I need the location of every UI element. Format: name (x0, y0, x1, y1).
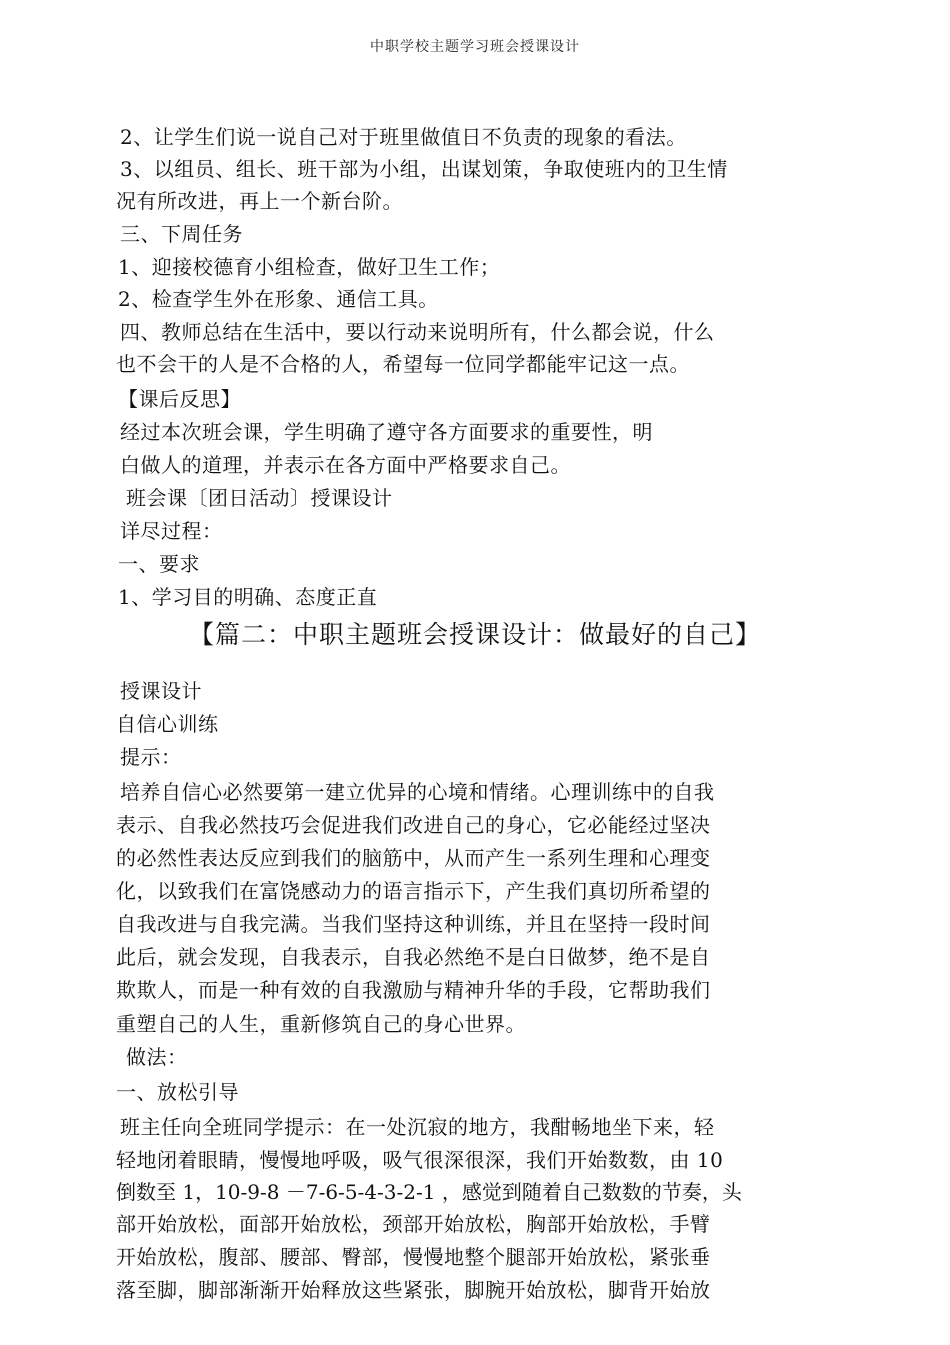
text-line: 培养自信心必然要第一建立优异的心境和情绪。心理训练中的自我 (120, 780, 715, 804)
text-line: 落至脚，脚部渐渐开始释放这些紧张，脚腕开始放松，脚背开始放 (116, 1278, 711, 1302)
text-line: 四、教师总结在生活中，要以行动来说明所有，什么都会说，什么 (120, 320, 715, 344)
text-line: 1、迎接校德育小组检查，做好卫生工作； (118, 255, 501, 279)
section-heading: 一、要求 (118, 552, 200, 576)
text-line: 班会课〔团日活动〕授课设计 (126, 486, 393, 510)
text-line: 1、学习目的明确、态度正直 (118, 585, 378, 609)
text-line: 2、检查学生外在形象、通信工具。 (118, 287, 439, 311)
text-line: 化，以致我们在富饶感动力的语言指示下，产生我们真切所希望的 (116, 879, 711, 903)
section-heading: 做法： (126, 1045, 188, 1069)
text-line: 班主任向全班同学提示：在一处沉寂的地方，我酣畅地坐下来，轻 (120, 1115, 715, 1139)
text-line: 3、以组员、组长、班干部为小组，出谋划策，争取使班内的卫生情 (120, 157, 728, 181)
text-line: 轻地闭着眼睛，慢慢地呼吸，吸气很深很深，我们开始数数，由 10 (116, 1148, 724, 1172)
text-line: 开始放松，腹部、腰部、臀部，慢慢地整个腿部开始放松，紧张垂 (116, 1245, 711, 1269)
text-line: 提示： (120, 745, 182, 769)
text-line: 白做人的道理，并表示在各方面中严格要求自己。 (120, 453, 571, 477)
text-line: 的必然性表达反应到我们的脑筋中，从而产生一系列生理和心理变 (116, 846, 711, 870)
text-line: 经过本次班会课，学生明确了遵守各方面要求的重要性，明 (120, 420, 653, 444)
page-header: 中职学校主题学习班会授课设计 (370, 39, 580, 55)
text-line: 2、让学生们说一说自己对于班里做值日不负责的现象的看法。 (120, 125, 687, 149)
text-line: 重塑自己的人生，重新修筑自己的身心世界。 (116, 1012, 526, 1036)
text-line: 自信心训练 (116, 712, 219, 736)
text-line: 况有所改进，再上一个新台阶。 (116, 189, 403, 213)
text-line: 自我改进与自我完满。当我们坚持这种训练，并且在坚持一段时间 (116, 912, 711, 936)
text-line: 欺欺人，而是一种有效的自我激励与精神升华的手段，它帮助我们 (116, 978, 711, 1002)
section-heading: 三、下周任务 (120, 222, 243, 246)
section-heading: 一、放松引导 (116, 1080, 239, 1104)
text-line: 倒数至 1，10-9-8 －7-6-5-4-3-2-1 ，感觉到随着自己数数的节奏，头 (116, 1180, 742, 1204)
text-line: 也不会干的人是不合格的人，希望每一位同学都能牢记这一点。 (116, 352, 690, 376)
section-heading: 【课后反思】 (118, 387, 241, 411)
text-line: 详尽过程： (120, 519, 223, 543)
text-line: 表示、自我必然技巧会促进我们改进自己的身心，它必能经过坚决 (116, 813, 711, 837)
text-line: 此后，就会发现，自我表示，自我必然绝不是白日做梦，绝不是自 (116, 945, 711, 969)
text-line: 部开始放松，面部开始放松，颈部开始放松，胸部开始放松，手臂 (116, 1212, 711, 1236)
section-title: 【篇二：中职主题班会授课设计：做最好的自己】 (188, 620, 761, 649)
text-line: 授课设计 (120, 679, 202, 703)
